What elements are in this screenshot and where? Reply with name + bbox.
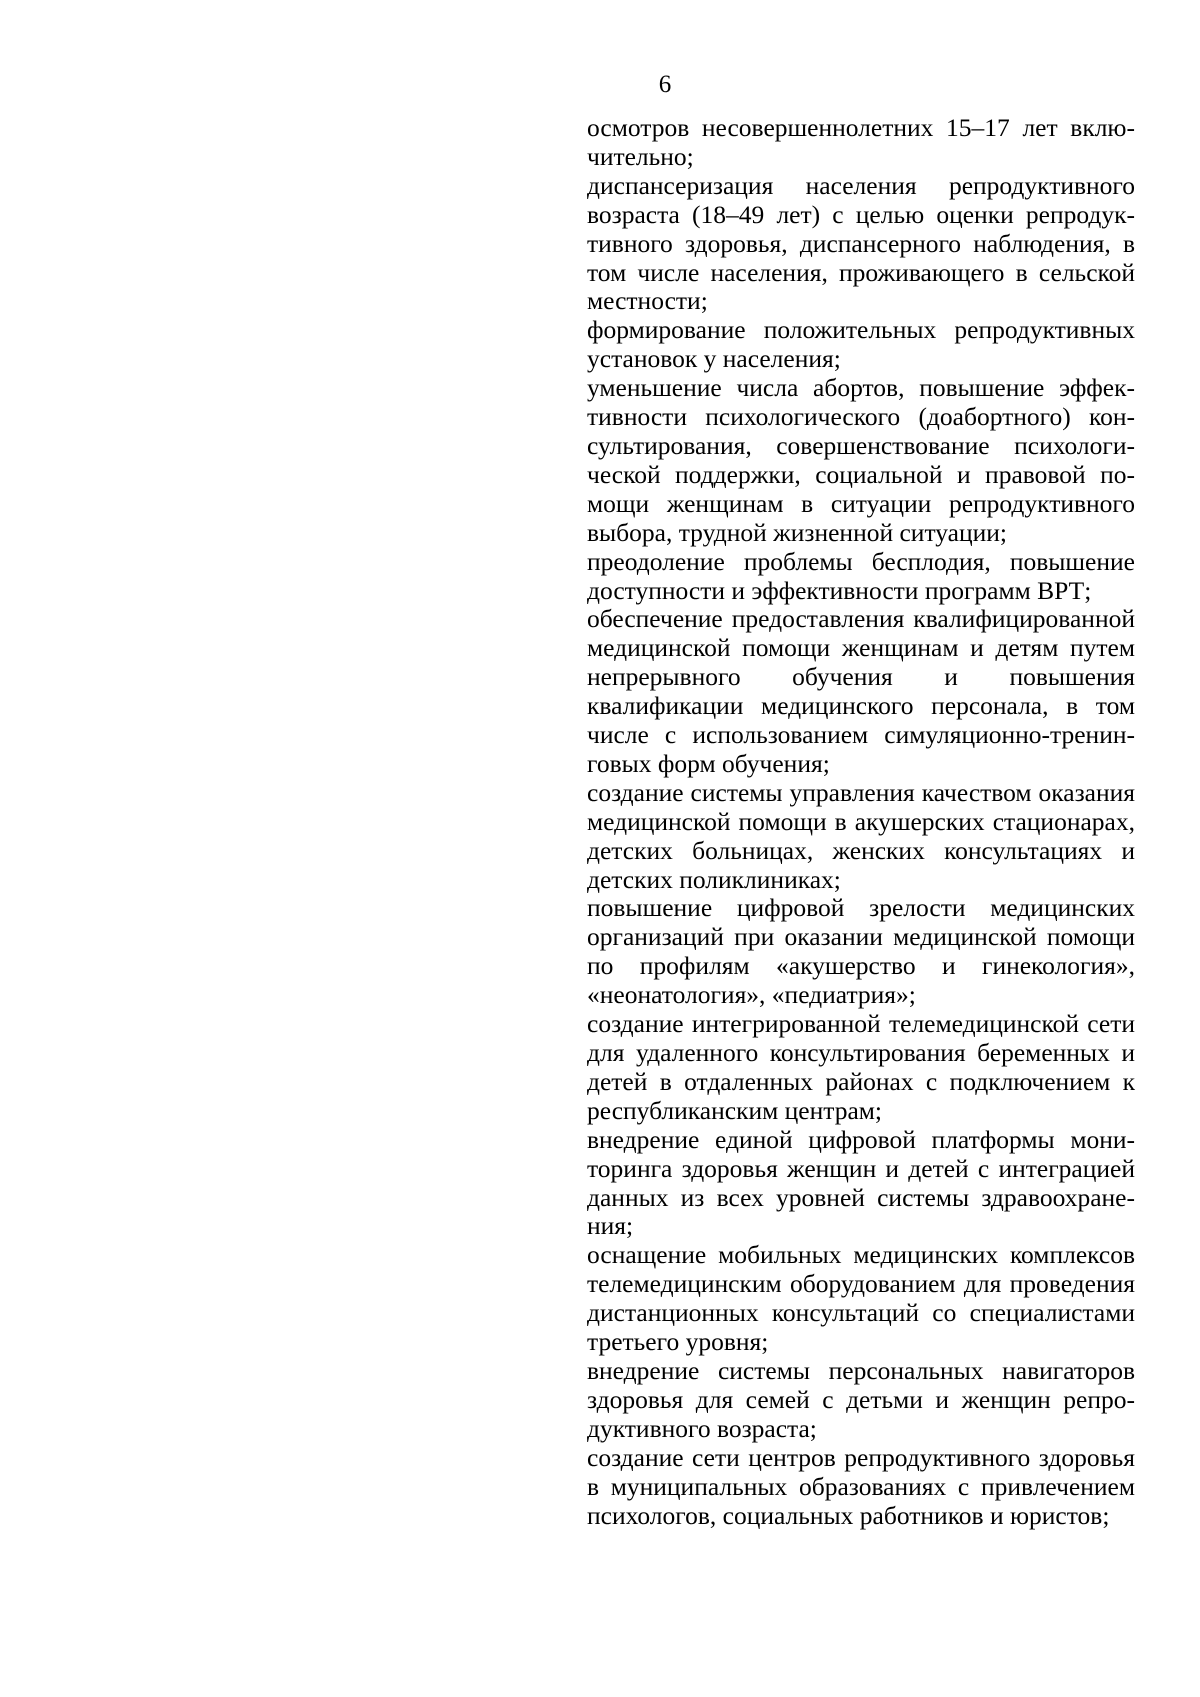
list-item: преодоление проблемы бесплодия, повышение доступности и эффективности программ ВРТ; bbox=[587, 546, 1135, 605]
list-item: осмотров несовершеннолетних 15–17 лет включительно; bbox=[587, 113, 1135, 171]
list-item: внедрение единой цифровой платформы мониторинга здоровья женщин и детей с интеграцией данных из всех уровней системы здравоохранения; bbox=[587, 1124, 1135, 1241]
list-item: диспансеризация населения репродуктивного возраста (18–49 лет) с целью оценки репродуктивного здоровья, диспансерного наблюдения, в том числе населения, проживающего в сельской местности; bbox=[587, 170, 1135, 316]
list-item: создание системы управления качеством оказания медицинской помощи в акушерских стационарах, детских больницах, женских консультациях и детских поликлиниках; bbox=[587, 777, 1135, 894]
list-item: повышение цифровой зрелости медицинских организаций при оказании медицинской помощи по профилям «акушерство и гинекология», «неонатология», «педиатрия»; bbox=[587, 893, 1135, 1010]
list-item: формирование положительных репродуктивных установок у населения; bbox=[587, 315, 1135, 374]
list-item: создание интегрированной телемедицинской сети для удаленного консультирования беременных и детей в отдаленных районах с подключением к республиканским центрам; bbox=[587, 1009, 1135, 1125]
text-column bbox=[587, 114, 1135, 1530]
list-item: обеспечение предоставления квалифицированной медицинской помощи женщинам и детям путем непрерывного обучения и повышения квалификации медицинского персонала, в том числе с использованием симуляционно-тренинговых форм обучения; bbox=[587, 604, 1135, 778]
page-number: 6 bbox=[658, 71, 672, 98]
list-item: оснащение мобильных медицинских комплексов телемедицинским оборудованием для проведения дистанционных консультаций со специалистами третьего уровня; bbox=[587, 1240, 1135, 1357]
list-item: внедрение системы персональных навигаторов здоровья для семей с детьми и женщин репродуктивного возраста; bbox=[587, 1355, 1135, 1443]
list-item: создание сети центров репродуктивного здоровья в муниципальных образованиях с привлечением психологов, социальных работников и юристов; bbox=[587, 1442, 1135, 1530]
list-item: уменьшение числа абортов, повышение эффективности психологического (доабортного) консультирования, совершенствование психологической поддержки, социальной и правовой помощи женщинам в ситуации репродуктивного выбора, трудной жизненной ситуации; bbox=[587, 373, 1135, 547]
